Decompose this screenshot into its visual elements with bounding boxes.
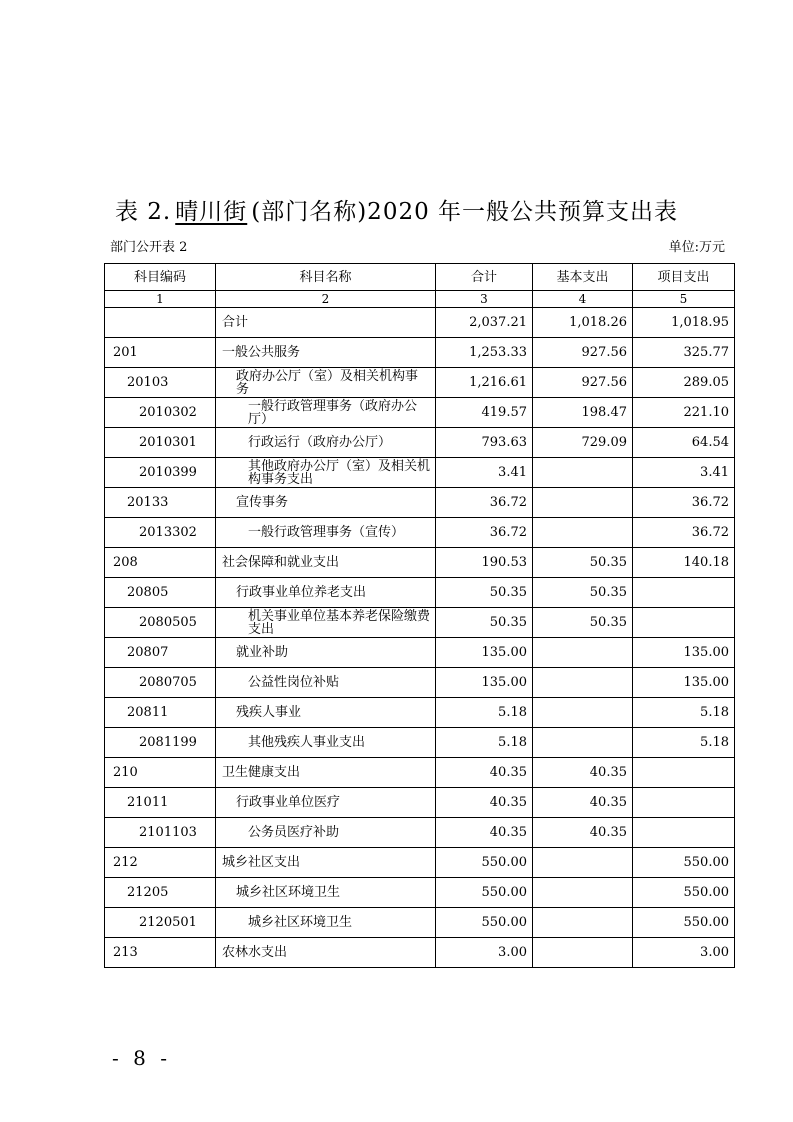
basic-cell <box>533 698 633 728</box>
table-row <box>105 788 735 818</box>
total-cell: 40.35 <box>436 818 533 848</box>
header-name: 科目名称 <box>216 264 436 291</box>
code-cell: 20133 <box>105 488 216 518</box>
project-cell: 3.00 <box>633 938 735 968</box>
code-cell: 201 <box>105 338 216 368</box>
name-cell: 政府办公厅（室）及相关机构事务 <box>216 368 436 398</box>
total-cell: 793.63 <box>436 428 533 458</box>
header-project: 项目支出 <box>633 264 735 291</box>
name-cell: 公益性岗位补贴 <box>216 668 436 698</box>
name-cell: 一般行政管理事务（宣传） <box>216 518 436 548</box>
basic-cell <box>533 848 633 878</box>
total-cell: 135.00 <box>436 668 533 698</box>
code-cell: 21205 <box>105 878 216 908</box>
code-cell: 210 <box>105 758 216 788</box>
total-cell: 36.72 <box>436 488 533 518</box>
form-number: 部门公开表 2 <box>110 240 188 255</box>
department-name: 晴川街 <box>175 199 248 225</box>
basic-cell: 50.35 <box>533 608 633 638</box>
basic-cell: 1,018.26 <box>533 308 633 338</box>
project-cell <box>633 758 735 788</box>
basic-cell <box>533 488 633 518</box>
title-suffix: (部门名称)2020 年一般公共预算支出表 <box>251 199 679 225</box>
table-row <box>105 878 735 908</box>
project-cell: 3.41 <box>633 458 735 488</box>
name-cell: 一般公共服务 <box>216 338 436 368</box>
total-cell: 3.41 <box>436 458 533 488</box>
total-cell: 36.72 <box>436 518 533 548</box>
code-cell: 2080505 <box>105 608 216 638</box>
table-row <box>105 758 735 788</box>
total-cell: 550.00 <box>436 848 533 878</box>
basic-cell <box>533 668 633 698</box>
table-row <box>105 548 735 578</box>
project-cell: 550.00 <box>633 908 735 938</box>
code-cell: 2101103 <box>105 818 216 848</box>
name-cell: 残疾人事业 <box>216 698 436 728</box>
table-index-row <box>105 291 735 308</box>
total-cell: 40.35 <box>436 758 533 788</box>
code-cell: 212 <box>105 848 216 878</box>
table-row <box>105 338 735 368</box>
name-cell: 城乡社区支出 <box>216 848 436 878</box>
code-cell: 2010302 <box>105 398 216 428</box>
name-cell: 行政运行（政府办公厅） <box>216 428 436 458</box>
project-cell: 36.72 <box>633 488 735 518</box>
name-cell: 合计 <box>216 308 436 338</box>
page-number: - 8 - <box>112 1046 171 1070</box>
code-cell: 2010399 <box>105 458 216 488</box>
index-cell: 4 <box>533 291 633 308</box>
total-cell: 190.53 <box>436 548 533 578</box>
basic-cell <box>533 908 633 938</box>
code-cell: 213 <box>105 938 216 968</box>
total-cell: 135.00 <box>436 638 533 668</box>
header-basic: 基本支出 <box>533 264 633 291</box>
total-cell: 550.00 <box>436 908 533 938</box>
basic-cell <box>533 938 633 968</box>
code-cell: 2081199 <box>105 728 216 758</box>
project-cell: 1,018.95 <box>633 308 735 338</box>
basic-cell: 40.35 <box>533 818 633 848</box>
basic-cell: 50.35 <box>533 548 633 578</box>
table-row <box>105 458 735 488</box>
project-cell: 5.18 <box>633 698 735 728</box>
title-prefix: 表 2. <box>114 199 172 225</box>
basic-cell <box>533 878 633 908</box>
name-cell: 城乡社区环境卫生 <box>216 878 436 908</box>
budget-table <box>104 263 735 968</box>
basic-cell <box>533 518 633 548</box>
code-cell: 2080705 <box>105 668 216 698</box>
name-cell: 卫生健康支出 <box>216 758 436 788</box>
total-cell: 419.57 <box>436 398 533 428</box>
project-cell: 64.54 <box>633 428 735 458</box>
total-cell: 40.35 <box>436 788 533 818</box>
basic-cell: 40.35 <box>533 788 633 818</box>
name-cell: 其他政府办公厅（室）及相关机构事务支出 <box>216 458 436 488</box>
project-cell <box>633 788 735 818</box>
basic-cell <box>533 458 633 488</box>
table-row <box>105 698 735 728</box>
name-cell: 农林水支出 <box>216 938 436 968</box>
total-cell: 5.18 <box>436 728 533 758</box>
table-row <box>105 728 735 758</box>
total-cell: 1,216.61 <box>436 368 533 398</box>
code-cell: 2013302 <box>105 518 216 548</box>
name-cell: 城乡社区环境卫生 <box>216 908 436 938</box>
table-row <box>105 578 735 608</box>
table-row <box>105 818 735 848</box>
name-cell: 就业补助 <box>216 638 436 668</box>
name-cell: 行政事业单位医疗 <box>216 788 436 818</box>
name-cell: 一般行政管理事务（政府办公厅） <box>216 398 436 428</box>
total-cell: 50.35 <box>436 578 533 608</box>
name-cell: 社会保障和就业支出 <box>216 548 436 578</box>
project-cell: 135.00 <box>633 638 735 668</box>
code-cell: 208 <box>105 548 216 578</box>
name-cell: 其他残疾人事业支出 <box>216 728 436 758</box>
name-cell: 机关事业单位基本养老保险缴费支出 <box>216 608 436 638</box>
index-cell: 1 <box>105 291 216 308</box>
basic-cell: 927.56 <box>533 368 633 398</box>
total-cell: 3.00 <box>436 938 533 968</box>
table-row <box>105 308 735 338</box>
basic-cell: 729.09 <box>533 428 633 458</box>
basic-cell: 50.35 <box>533 578 633 608</box>
unit-label: 单位:万元 <box>668 240 725 255</box>
code-cell: 20811 <box>105 698 216 728</box>
table-row <box>105 398 735 428</box>
code-cell: 20807 <box>105 638 216 668</box>
table-row <box>105 638 735 668</box>
project-cell <box>633 608 735 638</box>
code-cell: 2120501 <box>105 908 216 938</box>
project-cell: 5.18 <box>633 728 735 758</box>
total-cell: 50.35 <box>436 608 533 638</box>
name-cell: 公务员医疗补助 <box>216 818 436 848</box>
table-row <box>105 608 735 638</box>
code-cell: 21011 <box>105 788 216 818</box>
total-cell: 5.18 <box>436 698 533 728</box>
total-cell: 1,253.33 <box>436 338 533 368</box>
code-cell: 20805 <box>105 578 216 608</box>
table-row <box>105 518 735 548</box>
header-total: 合计 <box>436 264 533 291</box>
code-cell <box>105 308 216 338</box>
name-cell: 宣传事务 <box>216 488 436 518</box>
project-cell: 289.05 <box>633 368 735 398</box>
table-row <box>105 488 735 518</box>
project-cell <box>633 818 735 848</box>
basic-cell: 198.47 <box>533 398 633 428</box>
table-row <box>105 428 735 458</box>
project-cell: 36.72 <box>633 518 735 548</box>
header-code: 科目编码 <box>105 264 216 291</box>
basic-cell: 927.56 <box>533 338 633 368</box>
index-cell: 5 <box>633 291 735 308</box>
table-row <box>105 368 735 398</box>
total-cell: 550.00 <box>436 878 533 908</box>
table-row <box>105 668 735 698</box>
basic-cell <box>533 638 633 668</box>
basic-cell <box>533 728 633 758</box>
total-cell: 2,037.21 <box>436 308 533 338</box>
project-cell: 221.10 <box>633 398 735 428</box>
project-cell: 135.00 <box>633 668 735 698</box>
table-row <box>105 848 735 878</box>
table-header-row <box>105 264 735 291</box>
table-row <box>105 908 735 938</box>
name-cell: 行政事业单位养老支出 <box>216 578 436 608</box>
project-cell: 140.18 <box>633 548 735 578</box>
basic-cell: 40.35 <box>533 758 633 788</box>
project-cell: 550.00 <box>633 878 735 908</box>
index-cell: 2 <box>216 291 436 308</box>
code-cell: 2010301 <box>105 428 216 458</box>
code-cell: 20103 <box>105 368 216 398</box>
project-cell <box>633 578 735 608</box>
project-cell: 325.77 <box>633 338 735 368</box>
table-row <box>105 938 735 968</box>
index-cell: 3 <box>436 291 533 308</box>
project-cell: 550.00 <box>633 848 735 878</box>
document-title <box>0 193 793 226</box>
